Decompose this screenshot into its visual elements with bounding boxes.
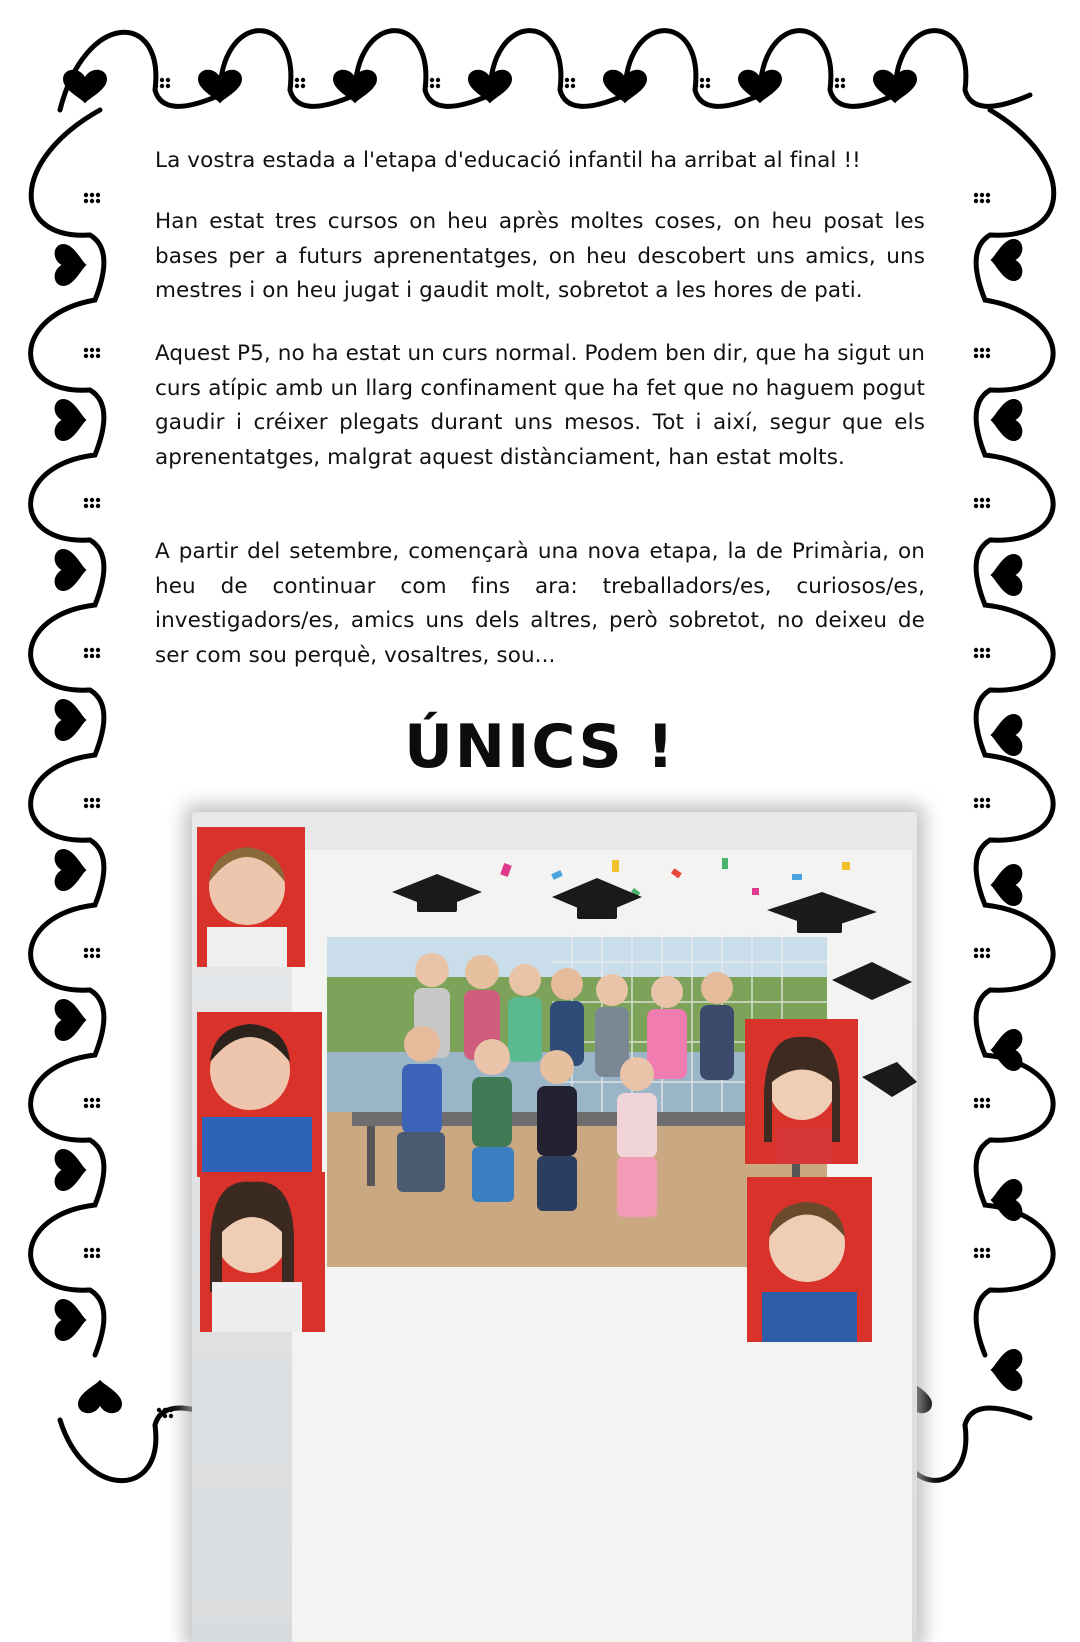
- portrait-top-left: [197, 827, 305, 967]
- class-photo: [192, 812, 917, 1642]
- heart-icon: [990, 399, 1022, 441]
- paragraph-p5: Aquest P5, no ha estat un curs normal. Podem ben dir, que ha sigut un curs atípic amb un llarg confinament que ha fet que no haguem pogut gaudir i créixer plegats durant uns mesos. Tot i així, segur que els aprenentatges, malgrat aquest distànciament, han estat molts.: [155, 341, 925, 470]
- heart-icon: [55, 244, 87, 286]
- portrait-mid-right: [745, 1019, 858, 1164]
- paragraph-three-years: Han estat tres cursos on heu après moltes coses, on heu posat les bases per a futurs aprenentatges, on heu descobert uns amics, uns mestres i on heu jugat i gaudit molt, sobretot a les hores de pati.: [155, 209, 925, 303]
- heart-icon: [990, 239, 1022, 281]
- heart-icon: [55, 849, 87, 891]
- heart-icon: [990, 1029, 1022, 1071]
- heart-icon: [990, 1179, 1022, 1221]
- heart-icon: [63, 70, 107, 104]
- heart-icon: [78, 1380, 122, 1414]
- heart-icon: [990, 554, 1022, 596]
- heart-icon: [55, 1299, 87, 1341]
- portrait-bottom-right: [747, 1177, 872, 1342]
- heart-icon: [55, 549, 87, 591]
- heart-icon: [55, 399, 87, 441]
- heart-icon: [990, 1349, 1022, 1391]
- heart-icon: [55, 999, 87, 1041]
- heart-icon: [55, 1149, 87, 1191]
- portrait-mid-left: [197, 1012, 322, 1177]
- paragraph-september: A partir del setembre, començarà una nova etapa, la de Primària, on heu de continuar com fins ara: treballadors/es, curiosos/es, investigadors/es, amics uns dels altres, però sobretot, no deixeu de ser com sou perquè, vosaltres, sou...: [155, 539, 925, 668]
- heart-icon: [990, 864, 1022, 906]
- paragraph-intro: La vostra estada a l'etapa d'educació infantil ha arribat al final !!: [155, 148, 861, 173]
- title-unics: ÚNICS !: [404, 712, 676, 782]
- portrait-bottom-left: [200, 1172, 325, 1332]
